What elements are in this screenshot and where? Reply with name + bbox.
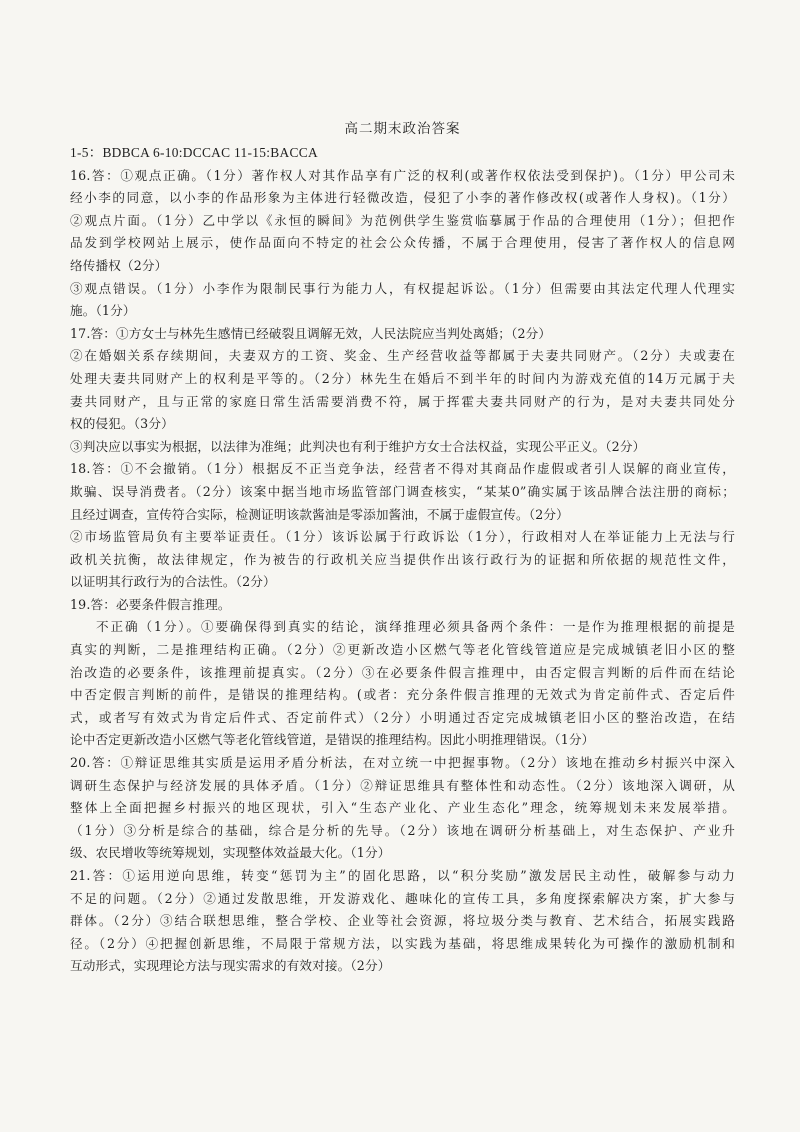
document-title: 高二期末政治答案 bbox=[344, 121, 461, 137]
text-line: ③观点错误。（1分）小李作为限制民事行为能力人，有权提起诉讼。（1分）但需要由其法定代理人代理实 bbox=[70, 280, 735, 296]
text-line: 处理夫妻共同财产上的权利是平等的。（2分）林先生在婚后不到半年的时间内为游戏充值的14万元属于夫 bbox=[70, 370, 735, 386]
question-17-answer bbox=[70, 323, 735, 459]
text-line: 论中否定更新改造小区燃气等老化管线管道，是错误的推理结构。因此小明推理错误。（1分） bbox=[70, 732, 595, 748]
text-line: 径。（2分）④把握创新思维，不局限于常规方法，以实践为基础，将思维成果转化为可操作的激励机制和 bbox=[70, 935, 735, 951]
text-line: 真实的判断，二是推理结构正确。（2分）②更新改造小区燃气等老化管线管道应是完成城镇老旧小区的整 bbox=[70, 642, 735, 658]
text-line: ②在婚姻关系存续期间，夫妻双方的工资、奖金、生产经营收益等都属于夫妻共同财产。（2分）夫或妻在 bbox=[70, 348, 735, 364]
question-18-answer bbox=[70, 458, 735, 594]
text-line: 式，或者写有效式为肯定后件式、否定前件式）（2分）小明通过否定完成城镇老旧小区的整治改造，在结 bbox=[70, 709, 735, 725]
text-line: 治改造的必要条件，该推理前提真实。（2分）③在必要条件假言推理中，由否定假言判断的后件而在结论 bbox=[70, 664, 735, 680]
text-line: 妻共同财产，且与正常的家庭日常生活需要消费不符，属于挥霍夫妻共同财产的行为，是对夫妻共同处分 bbox=[70, 393, 735, 409]
text-line: 19.答：必要条件假言推理。 bbox=[70, 596, 231, 612]
text-line: 群体。（2分）③结合联想思维，整合学校、企业等社会资源，将垃圾分类与教育、艺术结合，拓展实践路 bbox=[70, 913, 735, 929]
multiple-choice-answers: 1-5：BDBCA 6-10:DCCAC 11-15:BACCA bbox=[70, 145, 318, 160]
text-line: 21.答：①运用逆向思维，转变“惩罚为主”的固化思路，以“积分奖励”激发居民主动性，破解参与动力 bbox=[70, 868, 735, 883]
text-line: ②市场监管局负有主要举证责任。（1分）该诉讼属于行政诉讼（1分），行政相对人在举证能力上无法与行 bbox=[70, 529, 735, 545]
question-19-answer bbox=[70, 594, 735, 752]
text-line: （1分）③分析是综合的基础，综合是分析的先导。（2分）该地在调研分析基础上，对生态保护、产业升 bbox=[70, 822, 735, 838]
text-line: ②观点片面。（1分）乙中学以《永恒的瞬间》为范例供学生鉴赏临摹属于作品的合理使用（1分）；但把作 bbox=[70, 212, 735, 228]
text-line: 欺骗、误导消费者。（2分）该案中据当地市场监管部门调查核实，“某某0”确实属于该品牌合法注册的商标； bbox=[70, 483, 735, 499]
text-line: 施。（1分） bbox=[70, 303, 136, 319]
question-20-answer bbox=[70, 752, 735, 865]
text-line: 调研生态保护与经济发展的具体矛盾。（1分）②辩证思维具有整体性和动态性。（2分）该地深入调研，从 bbox=[70, 777, 735, 793]
text-line: 络传播权（2分） bbox=[70, 257, 168, 273]
answer-document bbox=[70, 118, 735, 978]
text-line: 品发到学校网站上展示，使作品面向不特定的社会公众传播，不属于合理使用，侵害了著作权人的信息网 bbox=[70, 235, 735, 251]
text-line: 17.答：①方女士与林先生感情已经破裂且调解无效，人民法院应当判处离婚；（2分） bbox=[70, 325, 552, 341]
text-line: 整体上全面把握乡村振兴的地区现状，引入“生态产业化、产业生态化”理念，统筹规划未来发展举措。 bbox=[70, 800, 735, 816]
text-line: 18.答：①不会撤销。（1分）根据反不正当竞争法，经营者不得对其商品作虚假或者引人误解的商业宣传， bbox=[70, 461, 735, 477]
text-line: 20.答：①辩证思维其实质是运用矛盾分析法，在对立统一中把握事物。（2分）该地在推动乡村振兴中深入 bbox=[70, 755, 735, 771]
text-line: 经小李的同意，以小李的作品形象为主体进行轻微改造，侵犯了小李的著作修改权(或著作人身权)。（1分） bbox=[70, 190, 735, 206]
text-line: 以证明其行政行为的合法性。（2分） bbox=[70, 574, 276, 590]
text-line: 不足的问题。（2分）②通过发散思维，开发游戏化、趣味化的宣传工具，多角度探索解决方案，扩大参与 bbox=[70, 890, 735, 906]
text-line: 中否定假言判断的前件，是错误的推理结构。(或者：充分条件假言推理的无效式为肯定前件式、否定后件 bbox=[70, 687, 735, 703]
question-16-answer bbox=[70, 165, 735, 323]
text-line: 权的侵犯。（3分） bbox=[70, 416, 174, 432]
text-line: 互动形式，实现理论方法与现实需求的有效对接。（2分） bbox=[70, 958, 391, 974]
question-21-answer bbox=[70, 865, 735, 978]
text-line: 且经过调查，宣传符合实际，检测证明该款酱油是零添加酱油，不属于虚假宣传。（2分） bbox=[70, 506, 569, 522]
text-line: 政机关抗衡，故法律规定，作为被告的行政机关应当提供作出该行政行为的证据和所依据的规范性文件， bbox=[70, 551, 735, 567]
text-line: 级、农民增收等统筹规划，实现整体效益最大化。（1分） bbox=[70, 845, 391, 861]
text-line: ③判决应以事实为根据，以法律为准绳；此判决也有利于维护方女士合法权益，实现公平正义。（2分） bbox=[70, 438, 646, 454]
text-line: 不正确（1分）。①要确保得到真实的结论，演绎推理必须具备两个条件：一是作为推理根据的前提是 bbox=[96, 619, 735, 635]
text-line: 16.答：①观点正确。（1分）著作权人对其作品享有广泛的权利(或著作权依法受到保护)。（1分）甲公司未 bbox=[70, 167, 735, 183]
